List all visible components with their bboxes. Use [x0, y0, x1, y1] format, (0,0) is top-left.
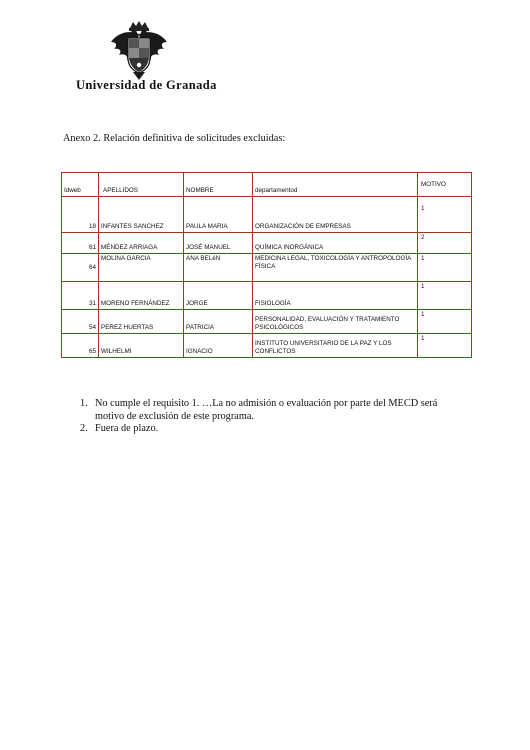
cell-motivo: 1 — [418, 310, 472, 334]
cell-motivo: 1 — [418, 254, 472, 282]
cell-idweb: 18 — [62, 197, 99, 233]
table-row — [62, 233, 472, 254]
cell-nombre: PAULA MARIA — [184, 197, 253, 233]
cell-departamento: MEDICINA LEGAL, TOXICOLOGÍA Y ANTROPOLOGÍA FÍSICA — [253, 254, 418, 282]
cell-departamento: FISIOLOGÍA — [253, 282, 418, 310]
cell-nombre: JOSÉ MANUEL — [184, 233, 253, 254]
table-row — [62, 254, 472, 282]
cell-idweb: 31 — [62, 282, 99, 310]
list-item-text: No cumple el requisito 1. …La no admisión o evaluación por parte del MECD será motivo de exclusión de este programa. — [95, 398, 438, 422]
column-header-idweb: Idweb — [62, 173, 99, 197]
column-header-apellidos: APELLIDOS — [99, 173, 184, 197]
column-header-departamento: departamentod — [253, 173, 418, 197]
cell-idweb: 64 — [62, 254, 99, 282]
cell-departamento: INSTITUTO UNIVERSITARIO DE LA PAZ Y LOS CONFLICTOS — [253, 334, 418, 358]
list-item-number: 2. — [80, 423, 88, 435]
annex-heading: Anexo 2. Relación definitiva de solicitudes excluidas: — [63, 133, 286, 144]
cell-idweb: 61 — [62, 233, 99, 254]
cell-apellidos: MOLINA GARCIA — [99, 254, 184, 282]
university-coat-of-arms-icon — [108, 20, 170, 82]
excluded-applications-table — [61, 172, 472, 358]
table-row — [62, 282, 472, 310]
cell-apellidos: MÉNDEZ ARRIAGA — [99, 233, 184, 254]
cell-apellidos: INFANTES SANCHEZ — [99, 197, 184, 233]
cell-apellidos: WILHELMI — [99, 334, 184, 358]
cell-departamento: ORGANIZACIÓN DE EMPRESAS — [253, 197, 418, 233]
cell-motivo: 1 — [418, 197, 472, 233]
cell-motivo: 1 — [418, 334, 472, 358]
table-row — [62, 334, 472, 358]
cell-motivo: 1 — [418, 282, 472, 310]
cell-departamento: QUÍMICA INORGÁNICA — [253, 233, 418, 254]
cell-departamento: PERSONALIDAD, EVALUACIÓN Y TRATAMIENTO PSICOLÓGICOS — [253, 310, 418, 334]
cell-nombre: IGNACIO — [184, 334, 253, 358]
cell-idweb: 65 — [62, 334, 99, 358]
table-header-row — [62, 173, 472, 197]
list-item-text: Fuera de plazo. — [95, 423, 159, 435]
list-item — [80, 398, 460, 423]
motivo-notes-list — [80, 398, 460, 436]
column-header-nombre: NOMBRE — [184, 173, 253, 197]
list-item-number: 1. — [80, 398, 88, 409]
cell-nombre: PATRICIA — [184, 310, 253, 334]
list-item — [80, 423, 460, 436]
cell-apellidos: MORENO FERNÁNDEZ — [99, 282, 184, 310]
column-header-motivo: MOTIVO — [418, 173, 472, 197]
table-row — [62, 310, 472, 334]
cell-motivo: 2 — [418, 233, 472, 254]
cell-idweb: 54 — [62, 310, 99, 334]
institution-name: Universidad de Granada — [76, 78, 217, 92]
cell-nombre: ANA BELéN — [184, 254, 253, 282]
cell-nombre: JORGE — [184, 282, 253, 310]
table-row — [62, 197, 472, 233]
cell-apellidos: PEREZ HUERTAS — [99, 310, 184, 334]
